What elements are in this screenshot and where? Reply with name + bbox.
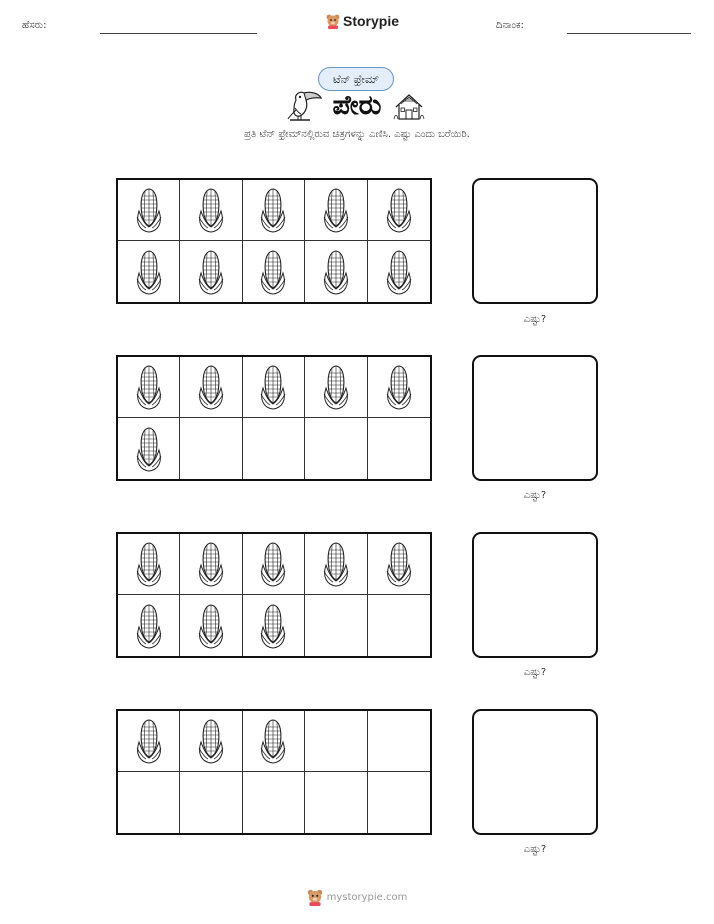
frame-cell (118, 357, 180, 418)
name-line[interactable] (100, 33, 257, 34)
frame-cell (243, 711, 305, 772)
corn-icon (321, 364, 351, 410)
footer (0, 888, 714, 906)
corn-icon (258, 249, 288, 295)
frame-cell (180, 711, 242, 772)
bear-logo-icon (307, 888, 323, 906)
frame-cell (118, 772, 180, 833)
corn-icon (321, 249, 351, 295)
corn-icon (196, 541, 226, 587)
frame-cell (180, 772, 242, 833)
ten-frame-1 (116, 178, 432, 304)
page-title: ಪೇರು (332, 90, 382, 121)
corn-icon (196, 603, 226, 649)
ten-frame-2 (116, 355, 432, 481)
corn-icon (321, 187, 351, 233)
frame-cell (368, 180, 430, 241)
corn-icon (134, 426, 164, 472)
corn-icon (384, 541, 414, 587)
ten-frame-3 (116, 532, 432, 658)
toucan-icon (286, 86, 324, 124)
frame-cell (180, 180, 242, 241)
frame-cell (243, 418, 305, 479)
frame-cell (180, 595, 242, 656)
corn-icon (134, 541, 164, 587)
frame-cell (118, 711, 180, 772)
answer-box-1[interactable] (472, 178, 598, 304)
answer-box-4[interactable] (472, 709, 598, 835)
corn-icon (258, 718, 288, 764)
frame-cell (368, 595, 430, 656)
question-label-3: ಎಷ್ಟು? (523, 667, 547, 678)
date-line[interactable] (567, 33, 691, 34)
corn-icon (196, 718, 226, 764)
corn-icon (134, 603, 164, 649)
bear-logo-icon (326, 13, 340, 29)
frame-cell (305, 241, 367, 302)
frame-cell (243, 241, 305, 302)
frame-cell (368, 711, 430, 772)
frame-cell (118, 534, 180, 595)
instruction-text: ಪ್ರತಿ ಟೆನ್ ಫ್ರೇಮ್‌ನಲ್ಲಿರುವ ಚಿತ್ರಗಳನ್ನು ಎಣಿಸಿ. ಎಷ್ಟು ಎಂದು ಬರೆಯಿರಿ. (244, 129, 470, 140)
frame-cell (305, 418, 367, 479)
corn-icon (134, 364, 164, 410)
brand-name: Storypie (343, 13, 400, 29)
corn-icon (196, 364, 226, 410)
frame-cell (243, 595, 305, 656)
frame-cell (368, 357, 430, 418)
answer-box-2[interactable] (472, 355, 598, 481)
question-label-1: ಎಷ್ಟು? (523, 314, 547, 325)
frame-cell (368, 772, 430, 833)
corn-icon (258, 187, 288, 233)
frame-cell (305, 595, 367, 656)
answer-box-3[interactable] (472, 532, 598, 658)
corn-icon (134, 249, 164, 295)
corn-icon (258, 364, 288, 410)
corn-icon (196, 249, 226, 295)
frame-cell (180, 534, 242, 595)
house-icon (393, 92, 425, 122)
frame-cell (180, 418, 242, 479)
frame-cell (305, 772, 367, 833)
corn-icon (258, 541, 288, 587)
frame-cell (243, 357, 305, 418)
frame-cell (368, 418, 430, 479)
question-label-4: ಎಷ್ಟು? (523, 844, 547, 855)
corn-icon (384, 364, 414, 410)
corn-icon (196, 187, 226, 233)
corn-icon (258, 603, 288, 649)
frame-cell (118, 241, 180, 302)
title-pill: ಟೆನ್ ಫ್ರೇಮ್ (318, 67, 394, 91)
corn-icon (384, 187, 414, 233)
frame-cell (118, 595, 180, 656)
frame-cell (118, 418, 180, 479)
frame-cell (243, 180, 305, 241)
frame-cell (305, 711, 367, 772)
frame-cell (243, 534, 305, 595)
frame-cell (118, 180, 180, 241)
name-label: ಹೆಸರು: (22, 20, 47, 31)
frame-cell (180, 357, 242, 418)
question-label-2: ಎಷ್ಟು? (523, 490, 547, 501)
corn-icon (384, 249, 414, 295)
ten-frame-4 (116, 709, 432, 835)
date-label: ದಿನಾಂಕ: (496, 20, 524, 31)
frame-cell (305, 357, 367, 418)
frame-cell (305, 180, 367, 241)
frame-cell (305, 534, 367, 595)
corn-icon (321, 541, 351, 587)
frame-cell (180, 241, 242, 302)
corn-icon (134, 718, 164, 764)
footer-site: mystorypie.com (326, 891, 408, 903)
brand (326, 13, 399, 29)
corn-icon (134, 187, 164, 233)
frame-cell (243, 772, 305, 833)
frame-cell (368, 534, 430, 595)
frame-cell (368, 241, 430, 302)
